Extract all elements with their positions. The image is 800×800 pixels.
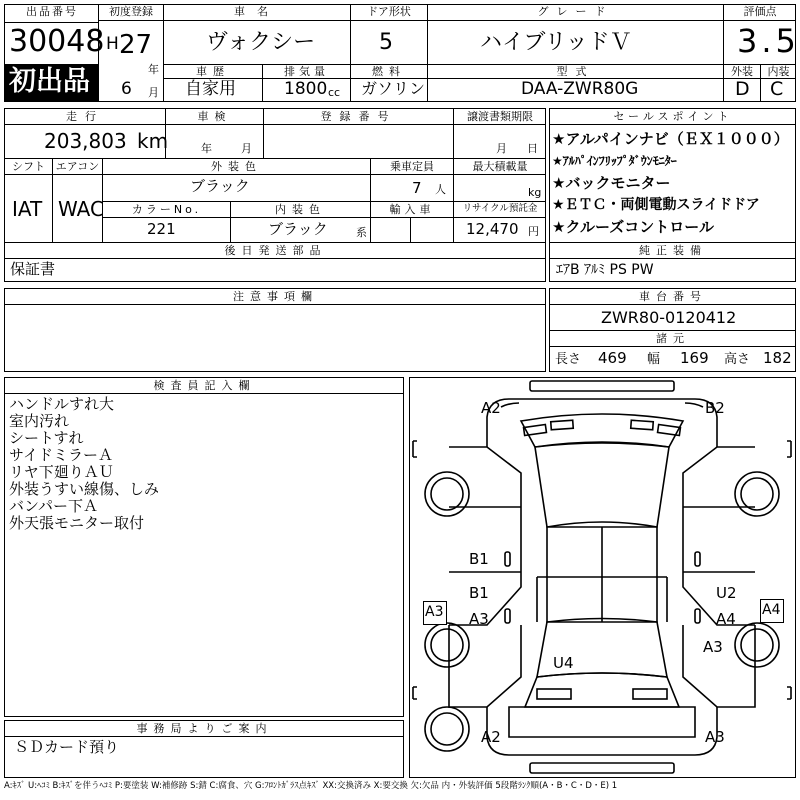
damage-mark: B1 bbox=[469, 550, 489, 568]
score-label: 評価点 bbox=[743, 5, 777, 18]
damage-mark: B1 bbox=[469, 584, 489, 602]
fuel-label: 燃料 bbox=[372, 65, 406, 78]
car-name: ヴォクシー bbox=[206, 30, 316, 55]
model: DAA-ZWR80G bbox=[521, 79, 639, 99]
sales-point-item: ★ＥＴＣ・両側電動スライドドア bbox=[552, 197, 760, 213]
kg-unit: kg bbox=[528, 186, 542, 199]
legend: A:ｷｽﾞ U:ﾍｺﾐ B:ｷｽﾞを伴うﾍｺﾐ P:要塗装 W:補修跡 S:錆 C:腐食、穴 G:ﾌﾛﾝﾄｶﾞﾗｽ点ｷｽﾞ XX:交換済み X:要交換 欠:欠品 内・外装評価 5段階ﾗﾝｸ順(A・B・C・D・E) 1 bbox=[4, 781, 618, 791]
displacement: 1800 bbox=[284, 79, 328, 99]
inspector-note: ハンドルすれ大 bbox=[9, 395, 115, 413]
cc-unit: cc bbox=[328, 86, 341, 99]
inspection-label: 車検 bbox=[197, 110, 232, 123]
transfer-deadline-label: 譲渡書類期限 bbox=[467, 110, 533, 123]
displacement-label: 排気量 bbox=[284, 65, 329, 78]
inspector-note: シートすれ bbox=[9, 429, 84, 447]
reg-year: 27 bbox=[119, 30, 153, 60]
first-reg-label: 初度登録 bbox=[109, 5, 153, 18]
import-label: 輸入車 bbox=[389, 203, 435, 216]
score: 3.5 bbox=[737, 22, 800, 60]
transfer-day-unit: 日 bbox=[527, 142, 538, 155]
damage-mark: U2 bbox=[716, 584, 737, 602]
yen-unit: 円 bbox=[528, 225, 539, 238]
width-label: 幅 bbox=[647, 352, 661, 367]
exterior-grade: D bbox=[735, 78, 750, 100]
damage-mark: A3 bbox=[705, 728, 725, 746]
first-listing-text: 初出品 bbox=[9, 66, 90, 97]
damage-mark: B2 bbox=[705, 399, 725, 417]
int-color-suffix: 系 bbox=[356, 226, 367, 239]
capacity: 7 bbox=[412, 179, 422, 197]
damage-mark: A3 bbox=[425, 604, 444, 620]
grade-label: グレード bbox=[537, 5, 614, 18]
door-count: 5 bbox=[379, 30, 393, 55]
chassis-label: 車台番号 bbox=[639, 290, 707, 303]
int-color: ブラック bbox=[268, 220, 328, 238]
ext-color-label: 外装色 bbox=[211, 160, 262, 173]
era: H bbox=[106, 34, 119, 54]
inspector-notes bbox=[9, 396, 159, 532]
interior-grade: C bbox=[770, 78, 784, 100]
damage-mark: A3 bbox=[703, 638, 723, 656]
car-diagram bbox=[409, 377, 796, 778]
interior-label: 内装 bbox=[767, 65, 790, 78]
km-unit: km bbox=[137, 129, 169, 153]
inspector-note: 外天張モニター取付 bbox=[9, 514, 145, 532]
length-label: 長さ bbox=[555, 352, 582, 367]
grade: ハイブリッドＶ bbox=[480, 30, 632, 55]
inspector-note: 室内汚れ bbox=[9, 412, 70, 430]
sales-point-item: ★アルパインナビ（ＥＸ１０００） bbox=[552, 130, 789, 148]
length: 469 bbox=[598, 349, 627, 367]
sales-points-list bbox=[552, 128, 794, 238]
max-load-label: 最大積載量 bbox=[472, 160, 528, 173]
registration-label: 登録番号 bbox=[320, 110, 397, 123]
ext-color: ブラック bbox=[190, 177, 250, 195]
height-label: 高さ bbox=[724, 352, 751, 367]
reg-month: 6 bbox=[121, 79, 132, 99]
inspector-note: サイドミラーＡ bbox=[9, 446, 113, 464]
later-parts-label: 後日発送部品 bbox=[224, 244, 327, 257]
lot-number: 30048 bbox=[9, 24, 105, 59]
office-label: 事務局よりご案内 bbox=[136, 722, 273, 735]
inspector-note: バンパー下Ａ bbox=[9, 497, 98, 515]
sales-point-item: ★バックモニター bbox=[552, 174, 671, 192]
dimensions-label: 諸元 bbox=[656, 332, 690, 345]
sales-point-item: ★ｱﾙﾊﾟｲﾝﾌﾘｯﾌﾟﾀﾞｳﾝﾓﾆﾀｰ bbox=[552, 154, 677, 168]
inspection-year-unit: 年 bbox=[201, 142, 212, 155]
color-no: 221 bbox=[147, 220, 176, 238]
capacity-label: 乗車定員 bbox=[390, 160, 434, 173]
recycle-deposit: 12,470 bbox=[466, 220, 519, 238]
standard-equipment-label: 純正装備 bbox=[639, 244, 707, 257]
int-color-label: 内装色 bbox=[275, 203, 326, 216]
aircon-label: エアコン bbox=[55, 160, 100, 173]
mileage: 203,803 bbox=[44, 129, 127, 153]
color-no-label: カラーNo. bbox=[131, 203, 202, 216]
chassis-number: ZWR80-0120412 bbox=[601, 308, 737, 327]
reg-month-unit: 月 bbox=[148, 86, 159, 99]
inspector-label: 検査員記入欄 bbox=[153, 379, 256, 392]
person-unit: 人 bbox=[435, 183, 446, 196]
reg-year-unit: 年 bbox=[148, 63, 159, 76]
history: 自家用 bbox=[185, 79, 236, 99]
notes-label: 注意事項欄 bbox=[233, 290, 318, 303]
damage-mark: A2 bbox=[481, 399, 501, 417]
lot-number-label: 出品番号 bbox=[26, 5, 78, 18]
shift-label: シフト bbox=[12, 160, 45, 173]
inspection-month-unit: 月 bbox=[241, 142, 252, 155]
exterior-label: 外装 bbox=[731, 65, 753, 78]
door-label: ドア形状 bbox=[367, 5, 411, 18]
later-parts: 保証書 bbox=[10, 260, 56, 278]
inspector-note: リヤ下廻りＡＵ bbox=[9, 463, 114, 481]
mileage-label: 走行 bbox=[66, 110, 104, 123]
office-text: ＳＤカード預り bbox=[14, 738, 120, 756]
inspector-note: 外装うすい線傷、しみ bbox=[9, 480, 160, 498]
damage-mark: A2 bbox=[481, 728, 501, 746]
damage-mark: U4 bbox=[553, 654, 574, 672]
height: 182 bbox=[763, 349, 792, 367]
sales-point-item: ★クルーズコントロール bbox=[552, 218, 714, 236]
aircon: WAC bbox=[58, 197, 104, 221]
standard-equipment: ｴｱB ｱﾙﾐ PS PW bbox=[556, 262, 654, 278]
damage-mark: A3 bbox=[469, 610, 489, 628]
shift: IAT bbox=[12, 197, 43, 221]
damage-mark: A4 bbox=[716, 610, 736, 628]
transfer-month-unit: 月 bbox=[496, 142, 507, 155]
damage-mark: A4 bbox=[762, 602, 781, 618]
car-name-label: 車名 bbox=[234, 5, 280, 18]
width: 169 bbox=[680, 349, 709, 367]
history-label: 車歴 bbox=[196, 65, 230, 78]
recycle-label: リサイクル預託金 bbox=[462, 203, 538, 214]
sales-points-label: セールスポイント bbox=[613, 110, 733, 123]
model-label: 型式 bbox=[556, 65, 595, 78]
fuel: ガソリン bbox=[361, 79, 426, 98]
